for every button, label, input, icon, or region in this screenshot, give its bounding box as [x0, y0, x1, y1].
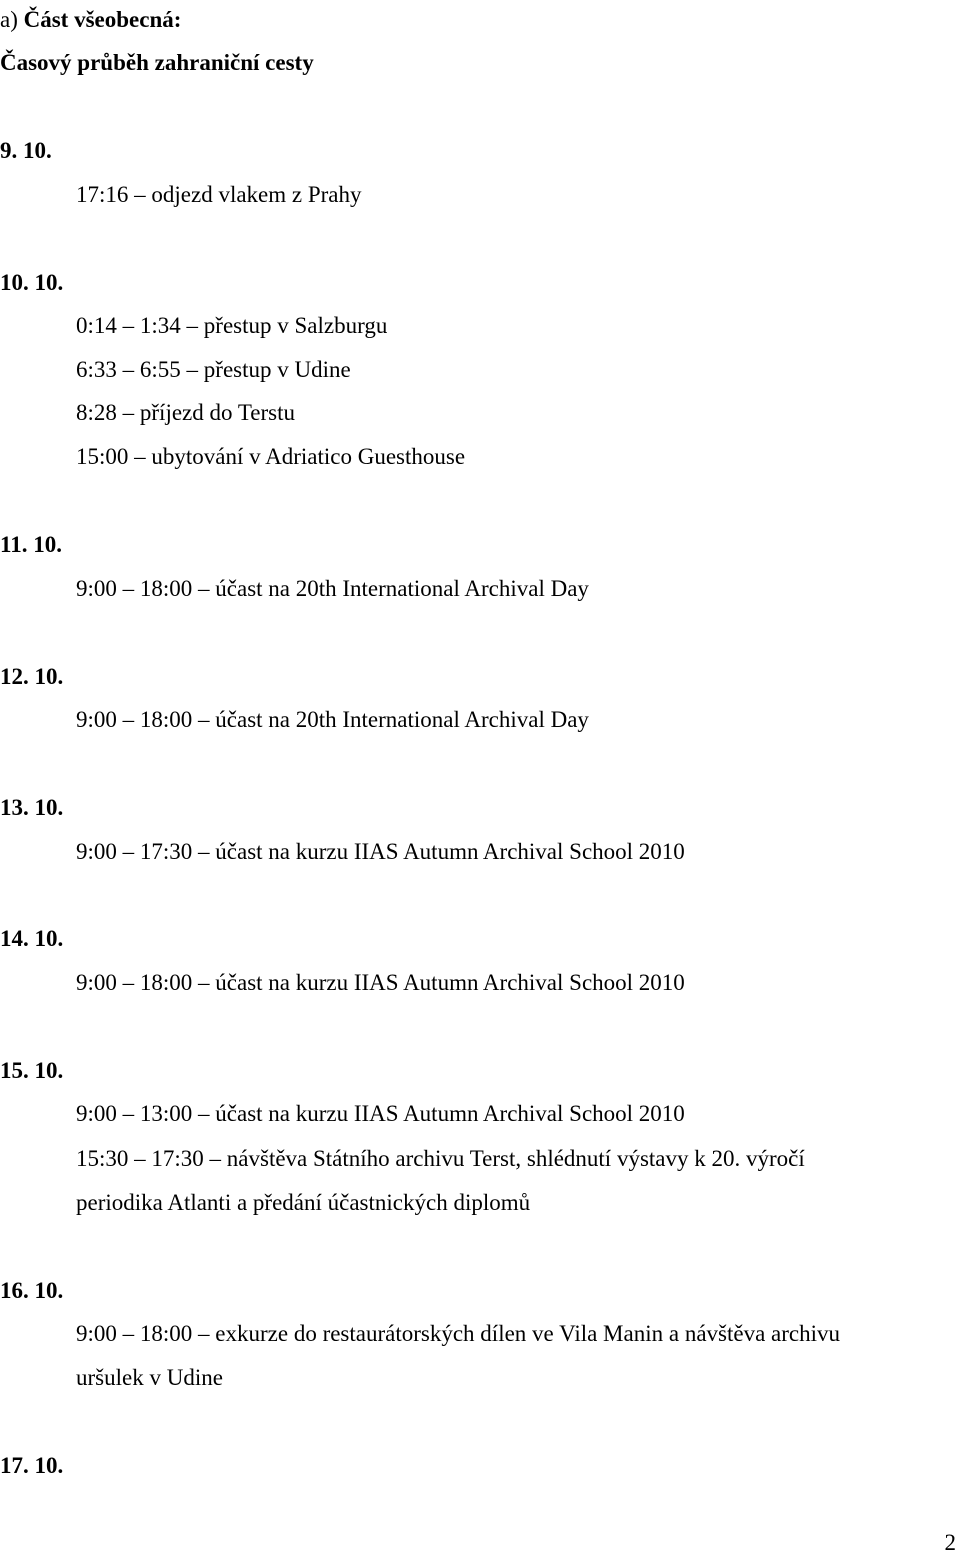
schedule-item: 15:30 – 17:30 – návštěva Státního archivu Terst, shlédnutí výstavy k 20. výročí: [76, 1146, 805, 1171]
schedule-item: 8:28 – příjezd do Terstu: [76, 400, 295, 425]
schedule-item: 9:00 – 18:00 – účast na 20th International Archival Day: [76, 707, 589, 732]
schedule-item: 9:00 – 18:00 – exkurze do restaurátorských dílen ve Vila Manin a návštěva archivu: [76, 1321, 840, 1346]
schedule-item: 0:14 – 1:34 – přestup v Salzburgu: [76, 313, 388, 338]
schedule-item: 9:00 – 18:00 – účast na 20th International Archival Day: [76, 576, 589, 601]
schedule-item: 6:33 – 6:55 – přestup v Udine: [76, 357, 351, 382]
schedule-item: periodika Atlanti a předání účastnických diplomů: [76, 1190, 531, 1215]
day-date: 15. 10.: [0, 1058, 64, 1083]
day-date: 11. 10.: [0, 532, 62, 557]
schedule-item: 17:16 – odjezd vlakem z Prahy: [76, 182, 362, 207]
section-heading-prefix: a): [0, 7, 24, 32]
page-subtitle: Časový průběh zahraniční cesty: [0, 50, 314, 75]
day-date: 14. 10.: [0, 926, 64, 951]
day-date: 12. 10.: [0, 664, 64, 689]
day-date: 16. 10.: [0, 1278, 64, 1303]
schedule-item: 9:00 – 13:00 – účast na kurzu IIAS Autumn Archival School 2010: [76, 1101, 685, 1126]
section-heading: [0, 5, 181, 35]
day-date: 9. 10.: [0, 138, 52, 163]
schedule-item: 9:00 – 17:30 – účast na kurzu IIAS Autumn Archival School 2010: [76, 839, 685, 864]
page-number: 2: [944, 1530, 956, 1555]
day-date: 13. 10.: [0, 795, 64, 820]
section-heading-title: Část všeobecná:: [23, 7, 182, 32]
schedule-item: 15:00 – ubytování v Adriatico Guesthouse: [76, 444, 466, 469]
day-date: 17. 10.: [0, 1453, 64, 1478]
schedule-item: uršulek v Udine: [76, 1365, 223, 1390]
schedule-item: 9:00 – 18:00 – účast na kurzu IIAS Autumn Archival School 2010: [76, 970, 685, 995]
day-date: 10. 10.: [0, 270, 64, 295]
